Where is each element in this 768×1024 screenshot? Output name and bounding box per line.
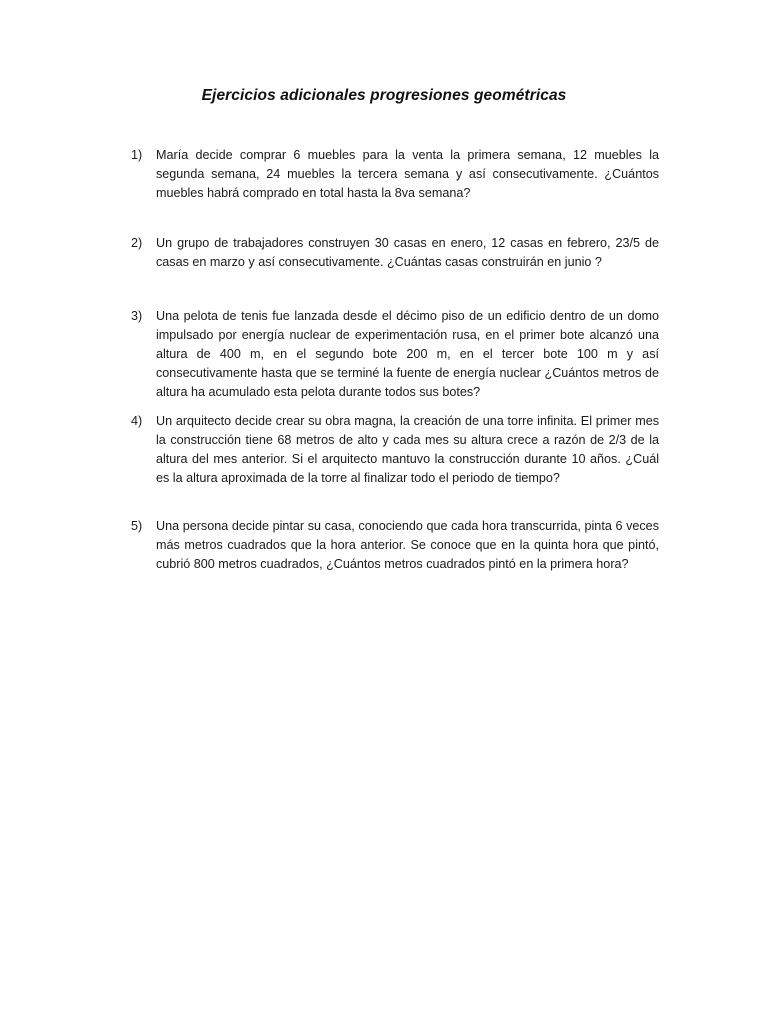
exercise-number: 3): [131, 309, 143, 323]
exercise-text: Una persona decide pintar su casa, conociendo que cada hora transcurrida, pinta 6 veces más metros cuadrados que la hora anterior. Se conoce que en la quinta hora que pintó, cubrió 800 metros cuadrados, ¿Cuántos metros cuadrados pintó en la primera hora?: [156, 519, 659, 571]
exercise-text: Un grupo de trabajadores construyen 30 casas en enero, 12 casas en febrero, 23/5 de casas en marzo y así consecutivamente. ¿Cuántas casas construirán en junio ?: [156, 236, 659, 269]
exercise-number: 4): [131, 414, 143, 428]
exercise-number: 1): [131, 148, 143, 162]
exercise-text: Una pelota de tenis fue lanzada desde el décimo piso de un edificio dentro de un domo impulsado por energía nuclear de experimentación rusa, en el primer bote alcanzó una altura de 400 m, en el segundo bote 200 m, en el tercer bote 100 m y así consecutivamente hasta que se terminé la fuente de energía nuclear ¿Cuántos metros de altura ha acumulado esta pelota durante todos sus botes?: [156, 309, 659, 399]
exercise-number: 2): [131, 236, 143, 250]
exercise-number: 5): [131, 519, 143, 533]
exercise-text: María decide comprar 6 muebles para la venta la primera semana, 12 muebles la segunda semana, 24 muebles la tercera semana y así consecutivamente. ¿Cuántos muebles habrá comprado en total hasta la 8va semana?: [156, 148, 659, 200]
page-title: Ejercicios adicionales progresiones geométricas: [201, 87, 567, 104]
exercise-text: Un arquitecto decide crear su obra magna, la creación de una torre infinita. El primer mes la construcción tiene 68 metros de alto y cada mes su altura crece a razón de 2/3 de la altura del mes anterior. Si el arquitecto mantuvo la construcción durante 10 años. ¿Cuál es la altura aproximada de la torre al finalizar todo el periodo de tiempo?: [156, 414, 659, 485]
